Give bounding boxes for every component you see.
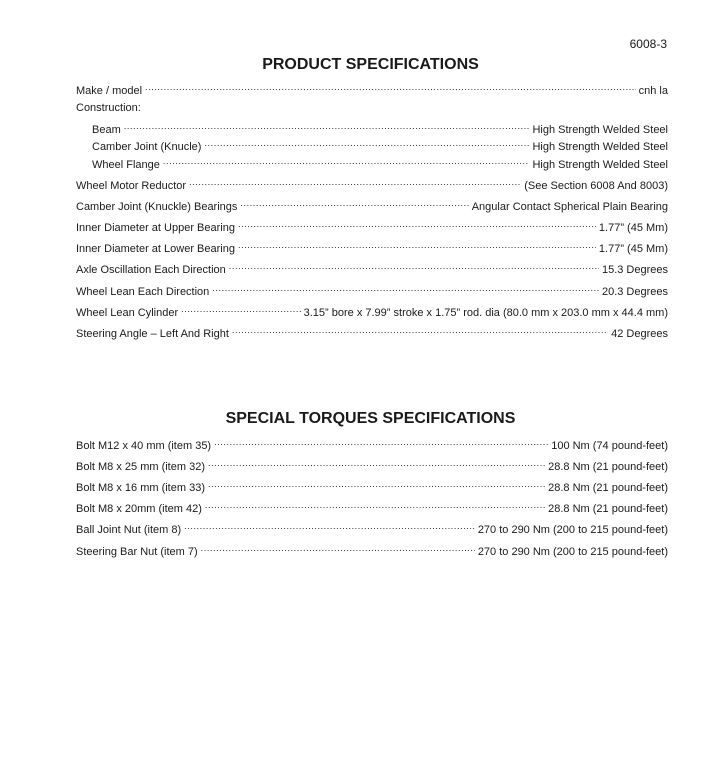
spec-value: High Strength Welded Steel xyxy=(532,141,668,153)
spec-value: 20.3 Degrees xyxy=(601,286,668,298)
leader-dots xyxy=(204,136,529,150)
torque-row-ball-joint-nut xyxy=(76,519,668,536)
spec-label: Camber Joint (Knucle) xyxy=(92,141,202,153)
torque-row-bolt-m8-25 xyxy=(76,456,668,473)
torque-row-bolt-m8-20 xyxy=(76,498,668,515)
torque-value: 270 to 290 Nm (200 to 215 pound-feet) xyxy=(477,546,668,558)
spec-row-camber-joint xyxy=(92,136,668,153)
spec-value: cnh la xyxy=(638,85,668,97)
leader-dots xyxy=(163,154,530,168)
spec-row-wheel-lean xyxy=(76,281,668,298)
leader-dots xyxy=(240,196,468,210)
torque-label: Steering Bar Nut (item 7) xyxy=(76,546,198,558)
leader-dots xyxy=(181,302,301,316)
spec-value: 3.15” bore x 7.99” stroke x 1.75” rod. dia (80.0 mm x 203.0 mm x 44.4 mm) xyxy=(303,307,668,319)
torque-row-bolt-m12 xyxy=(76,435,668,452)
spec-row-inner-diameter-lower xyxy=(76,238,668,255)
spec-row-camber-joint-bearings xyxy=(76,196,668,213)
spec-row-axle-oscillation xyxy=(76,259,668,276)
spec-label: Wheel Lean Cylinder xyxy=(76,307,179,319)
leader-dots xyxy=(229,259,599,273)
torque-label: Ball Joint Nut (item 8) xyxy=(76,524,182,536)
spec-row-construction-heading xyxy=(76,101,668,115)
spec-value: 1.77” (45 Mm) xyxy=(598,222,668,234)
spec-label: Make / model xyxy=(76,85,143,97)
leader-dots xyxy=(184,519,475,533)
leader-dots xyxy=(189,175,521,189)
spec-value: High Strength Welded Steel xyxy=(532,159,668,171)
spec-label: Wheel Flange xyxy=(92,159,160,171)
spec-label: Inner Diameter at Upper Bearing xyxy=(76,222,235,234)
spec-row-wheel-motor-reductor xyxy=(76,175,668,192)
torque-value: 270 to 290 Nm (200 to 215 pound-feet) xyxy=(477,524,668,536)
spec-row-inner-diameter-upper xyxy=(76,217,668,234)
torque-label: Bolt M8 x 20mm (item 42) xyxy=(76,503,202,515)
spec-label: Wheel Motor Reductor xyxy=(76,180,187,192)
leader-dots xyxy=(232,323,608,337)
spec-label: Axle Oscillation Each Direction xyxy=(76,264,226,276)
spec-value: (See Section 6008 And 8003) xyxy=(524,180,668,192)
spec-value: Angular Contact Spherical Plain Bearing xyxy=(471,201,668,213)
leader-dots xyxy=(208,456,545,470)
leader-dots xyxy=(238,238,596,252)
leader-dots xyxy=(201,541,475,555)
leader-dots xyxy=(205,498,545,512)
spec-label: Inner Diameter at Lower Bearing xyxy=(76,243,235,255)
spec-label: Camber Joint (Knuckle) Bearings xyxy=(76,201,238,213)
leader-dots xyxy=(238,217,596,231)
leader-dots xyxy=(212,281,599,295)
spec-value: 15.3 Degrees xyxy=(601,264,668,276)
torque-label: Bolt M8 x 25 mm (item 32) xyxy=(76,461,205,473)
spec-label: Steering Angle – Left And Right xyxy=(76,328,229,340)
leader-dots xyxy=(214,435,548,449)
torque-row-steering-bar-nut xyxy=(76,541,668,558)
torque-value: 28.8 Nm (21 pound-feet) xyxy=(548,482,668,494)
torque-row-bolt-m8-16 xyxy=(76,477,668,494)
product-specifications-title: PRODUCT SPECIFICATIONS xyxy=(262,56,479,73)
torque-value: 28.8 Nm (21 pound-feet) xyxy=(548,503,668,515)
spec-label: Wheel Lean Each Direction xyxy=(76,286,210,298)
spec-row-make-model xyxy=(76,80,668,97)
torque-value: 100 Nm (74 pound-feet) xyxy=(551,440,668,452)
torque-value: 28.8 Nm (21 pound-feet) xyxy=(548,461,668,473)
spec-value: 1.77” (45 Mm) xyxy=(598,243,668,255)
spec-row-beam xyxy=(92,119,668,136)
spec-heading: Construction: xyxy=(76,102,141,114)
torque-label: Bolt M8 x 16 mm (item 33) xyxy=(76,482,205,494)
leader-dots xyxy=(145,80,636,94)
leader-dots xyxy=(208,477,545,491)
page-number: 6008-3 xyxy=(629,37,667,51)
special-torques-title: SPECIAL TORQUES SPECIFICATIONS xyxy=(225,410,516,427)
spec-row-wheel-lean-cylinder xyxy=(76,302,668,319)
torque-label: Bolt M12 x 40 mm (item 35) xyxy=(76,440,212,452)
spec-value: High Strength Welded Steel xyxy=(532,124,668,136)
spec-value: 42 Degrees xyxy=(611,328,668,340)
spec-label: Beam xyxy=(92,124,121,136)
leader-dots xyxy=(124,119,530,133)
spec-row-wheel-flange xyxy=(92,154,668,171)
spec-row-steering-angle xyxy=(76,323,668,340)
